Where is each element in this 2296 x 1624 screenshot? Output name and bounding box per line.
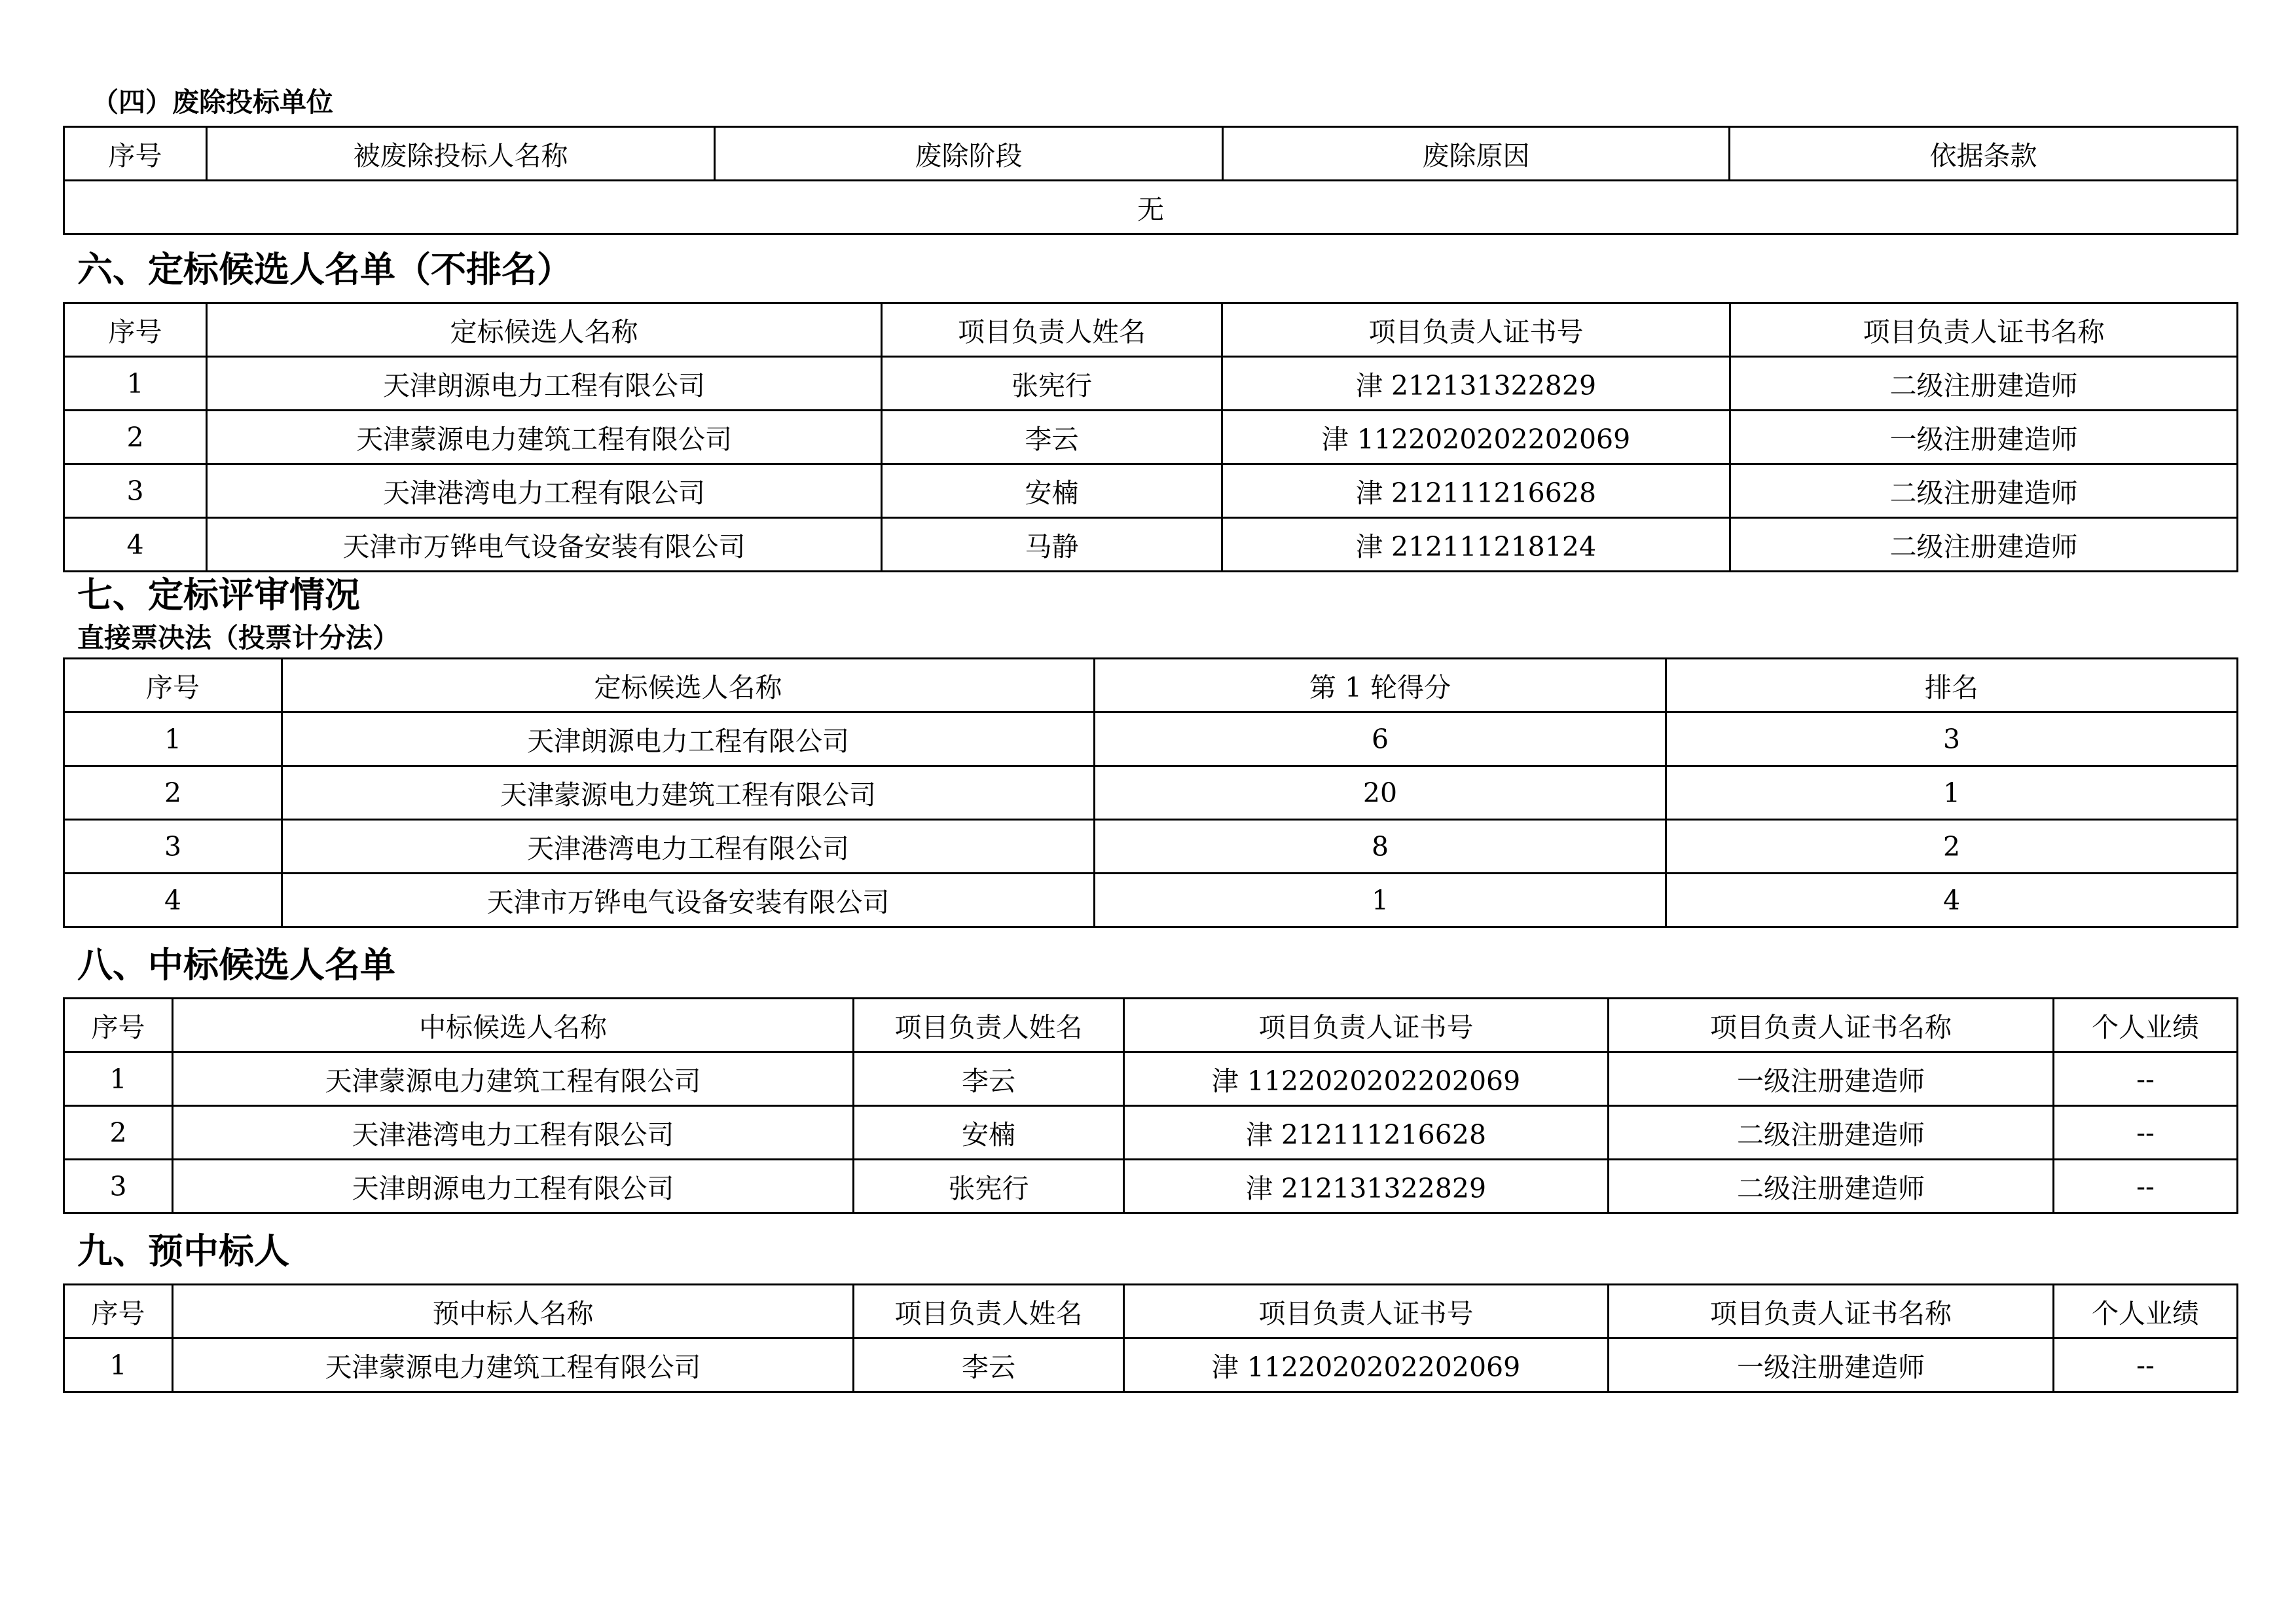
table-cell: 一级注册建造师 — [1609, 1338, 2054, 1392]
table-cell: 3 — [64, 820, 282, 874]
table-cell: -- — [2054, 1106, 2238, 1160]
header-cell: 被废除投标人名称 — [207, 127, 715, 181]
table-header-row — [64, 1285, 2238, 1338]
table-cell: 二级注册建造师 — [1730, 357, 2238, 411]
table-cell: 津 1122020202202069 — [1124, 1052, 1609, 1106]
header-cell: 废除原因 — [1223, 127, 1730, 181]
header-cell: 序号 — [64, 999, 173, 1052]
table-cell: 安楠 — [882, 464, 1222, 518]
table-cell: 二级注册建造师 — [1730, 518, 2238, 572]
header-cell: 预中标人名称 — [173, 1285, 854, 1338]
table-row — [64, 1106, 2238, 1160]
table-cell: 津 212131322829 — [1222, 357, 1730, 411]
table-cell: 1 — [64, 712, 282, 766]
header-cell: 序号 — [64, 303, 207, 357]
header-cell: 项目负责人证书名称 — [1609, 1285, 2054, 1338]
table-header-row — [64, 303, 2238, 357]
table-cell: 2 — [1666, 820, 2238, 874]
header-cell: 项目负责人证书号 — [1222, 303, 1730, 357]
header-cell: 个人业绩 — [2054, 999, 2238, 1052]
table-cell: 二级注册建造师 — [1609, 1106, 2054, 1160]
table-row — [64, 766, 2238, 820]
empty-cell: 无 — [64, 181, 2238, 234]
table-row — [64, 1160, 2238, 1213]
table-cell: 马静 — [882, 518, 1222, 572]
table-cell: 天津港湾电力工程有限公司 — [173, 1106, 854, 1160]
table-cell: 3 — [64, 464, 207, 518]
table-cell: -- — [2054, 1338, 2238, 1392]
table-header-row — [64, 127, 2238, 181]
section-7-heading: 七、定标评审情况 — [77, 574, 360, 616]
pre-winner-table — [63, 1283, 2238, 1393]
table-cell: 2 — [64, 1106, 173, 1160]
table-cell: 3 — [64, 1160, 173, 1213]
table-row — [64, 357, 2238, 411]
candidates-unranked-table — [63, 302, 2238, 572]
section-9-heading: 九、预中标人 — [77, 1230, 289, 1272]
header-cell: 序号 — [64, 1285, 173, 1338]
header-cell: 第 1 轮得分 — [1095, 659, 1666, 712]
table-row — [64, 1338, 2238, 1392]
table-cell: 8 — [1095, 820, 1666, 874]
document-page — [63, 79, 2236, 1393]
table-cell: 张宪行 — [854, 1160, 1124, 1213]
header-cell: 项目负责人姓名 — [854, 999, 1124, 1052]
table-row — [64, 874, 2238, 927]
section-7-subheading: 直接票决法（投票计分法） — [77, 622, 399, 654]
table-cell: 津 212111216628 — [1124, 1106, 1609, 1160]
header-cell: 项目负责人证书号 — [1124, 999, 1609, 1052]
header-cell: 定标候选人名称 — [282, 659, 1095, 712]
table-row — [64, 518, 2238, 572]
table-cell: 4 — [1666, 874, 2238, 927]
section-6-heading: 六、定标候选人名单（不排名） — [77, 249, 572, 290]
section-8-heading: 八、中标候选人名单 — [77, 944, 395, 986]
table-header-row — [64, 999, 2238, 1052]
winning-candidates-table — [63, 997, 2238, 1214]
header-cell: 定标候选人名称 — [207, 303, 882, 357]
header-cell: 废除阶段 — [715, 127, 1223, 181]
table-header-row — [64, 659, 2238, 712]
table-cell: 津 1122020202202069 — [1124, 1338, 1609, 1392]
table-cell: 李云 — [854, 1052, 1124, 1106]
table-cell: 一级注册建造师 — [1609, 1052, 2054, 1106]
table-cell: 张宪行 — [882, 357, 1222, 411]
table-cell: 天津市万铧电气设备安装有限公司 — [207, 518, 882, 572]
table-cell: 一级注册建造师 — [1730, 411, 2238, 464]
table-cell: 天津朗源电力工程有限公司 — [173, 1160, 854, 1213]
table-cell: 20 — [1095, 766, 1666, 820]
table-cell: 2 — [64, 766, 282, 820]
table-cell: 1 — [64, 1338, 173, 1392]
table-cell: 4 — [64, 874, 282, 927]
table-cell: 天津市万铧电气设备安装有限公司 — [282, 874, 1095, 927]
header-cell: 排名 — [1666, 659, 2238, 712]
table-cell: 天津朗源电力工程有限公司 — [282, 712, 1095, 766]
table-cell: 天津蒙源电力建筑工程有限公司 — [173, 1338, 854, 1392]
abolished-bidders-heading: （四）废除投标单位 — [92, 86, 333, 118]
table-cell: 津 212111216628 — [1222, 464, 1730, 518]
table-cell: 1 — [64, 1052, 173, 1106]
table-cell: 1 — [64, 357, 207, 411]
header-cell: 序号 — [64, 659, 282, 712]
header-cell: 项目负责人姓名 — [854, 1285, 1124, 1338]
table-row — [64, 464, 2238, 518]
header-cell: 项目负责人姓名 — [882, 303, 1222, 357]
table-cell: 4 — [64, 518, 207, 572]
table-cell: 2 — [64, 411, 207, 464]
header-cell: 项目负责人证书号 — [1124, 1285, 1609, 1338]
table-cell: 天津蒙源电力建筑工程有限公司 — [282, 766, 1095, 820]
table-row — [64, 820, 2238, 874]
table-cell: 天津蒙源电力建筑工程有限公司 — [173, 1052, 854, 1106]
evaluation-table — [63, 657, 2238, 928]
header-cell: 项目负责人证书名称 — [1730, 303, 2238, 357]
header-cell: 个人业绩 — [2054, 1285, 2238, 1338]
table-cell: -- — [2054, 1160, 2238, 1213]
table-cell: -- — [2054, 1052, 2238, 1106]
header-cell: 序号 — [64, 127, 207, 181]
table-cell: 天津蒙源电力建筑工程有限公司 — [207, 411, 882, 464]
table-cell: 安楠 — [854, 1106, 1124, 1160]
table-cell: 天津港湾电力工程有限公司 — [207, 464, 882, 518]
table-cell: 李云 — [882, 411, 1222, 464]
table-cell: 天津港湾电力工程有限公司 — [282, 820, 1095, 874]
table-cell: 6 — [1095, 712, 1666, 766]
abolished-bidders-table — [63, 126, 2238, 235]
table-cell: 津 1122020202202069 — [1222, 411, 1730, 464]
table-cell: 天津朗源电力工程有限公司 — [207, 357, 882, 411]
table-cell: 二级注册建造师 — [1730, 464, 2238, 518]
header-cell: 中标候选人名称 — [173, 999, 854, 1052]
header-cell: 项目负责人证书名称 — [1609, 999, 2054, 1052]
table-row — [64, 411, 2238, 464]
table-cell: 二级注册建造师 — [1609, 1160, 2054, 1213]
table-cell: 3 — [1666, 712, 2238, 766]
table-cell: 津 212131322829 — [1124, 1160, 1609, 1213]
table-cell: 李云 — [854, 1338, 1124, 1392]
table-cell: 1 — [1666, 766, 2238, 820]
header-cell: 依据条款 — [1730, 127, 2238, 181]
table-row — [64, 181, 2238, 234]
table-row — [64, 1052, 2238, 1106]
table-cell: 津 212111218124 — [1222, 518, 1730, 572]
table-row — [64, 712, 2238, 766]
table-cell: 1 — [1095, 874, 1666, 927]
